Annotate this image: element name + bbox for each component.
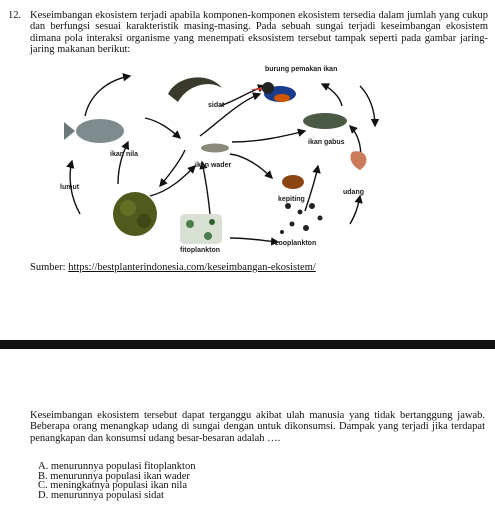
kingfisher-image <box>250 82 296 102</box>
source-link[interactable]: https://bestplanterindonesia.com/keseimbangan-ekosistem/ <box>68 262 316 273</box>
label-udang: udang <box>343 189 364 196</box>
arrow-fito-to-zoo <box>230 238 278 242</box>
arrow-zoo-to-udang <box>350 196 360 224</box>
passage-text: Keseimbangan ekosistem tersebut dapat terganggu akibat ulah manusia yang tidak bertanggung jawab. Beberapa orang menangkap udang di sungai dengan untuk dikonsumsi. Dampak yang terjadi jika terdapat penangkapan dan konsumsi udang besar-besaran adalah …. <box>30 410 485 444</box>
gabus-fish-image <box>303 113 347 129</box>
label-ikan-nila: ikan nila <box>110 151 139 158</box>
arrow-wader-to-nila <box>160 150 185 186</box>
label-burung: burung pemakan ikan <box>265 66 338 73</box>
question-text: Keseimbangan ekosistem terjadi apabila komponen-komponen ekosistem tersedia dalam jumlah yang cukup dan berfungsi sesuai karakteristik masing-masing. Pada sebuah sungai terjadi keseimbangan ekosistem dimana pola interaksi organisme yang menempati eksosistem tersebut tampak seperti pada gambar jaring-jaring makanan berikut: <box>30 10 488 56</box>
nila-fish-image <box>76 119 124 143</box>
source-line <box>30 262 316 273</box>
source-prefix: Sumber: <box>30 262 69 273</box>
page-divider <box>0 340 495 349</box>
option-a[interactable]: A. menurunnya populasi fitoplankton <box>38 461 196 472</box>
label-ikan-gabus: ikan gabus <box>308 139 345 146</box>
label-lumut: lumut <box>60 184 80 191</box>
option-b[interactable]: B. menurunnya populasi ikan wader <box>38 470 190 482</box>
arrow-wader-to-burung <box>200 94 260 136</box>
moss-image <box>113 192 157 236</box>
label-fitoplankton: fitoplankton <box>180 247 221 254</box>
label-kepiting: kepiting <box>278 196 305 203</box>
shrimp-image <box>350 151 366 170</box>
question-block <box>8 10 488 56</box>
zooplankton-image <box>280 203 323 234</box>
arrow-nila-to-sidat <box>85 76 130 116</box>
label-sidat: sidat <box>208 102 225 109</box>
phytoplankton-image <box>180 214 222 244</box>
passage-block <box>30 410 485 444</box>
arrow-nila-to-wader-link <box>145 118 180 138</box>
food-web-diagram <box>60 66 380 261</box>
arrow-fito-to-wader <box>202 162 210 214</box>
crab-image <box>282 175 304 189</box>
option-c[interactable]: C. meningkatnya populasi ikan nila <box>38 480 188 492</box>
arrow-burung-right <box>360 86 375 126</box>
wader-fish-image <box>201 144 229 153</box>
arrow-wader-to-kepiting <box>230 154 272 178</box>
question-number: 12. <box>8 10 22 21</box>
arrow-wader-to-gabus <box>232 131 305 142</box>
eel-image <box>168 77 222 102</box>
arrow-lumut-to-nila <box>118 142 128 184</box>
arrow-gabus-to-burung <box>322 84 342 106</box>
option-d[interactable]: D. menurunnya populasi sidat <box>38 489 164 501</box>
label-zooplankton: zooplankton <box>275 240 317 247</box>
answer-options <box>38 462 195 500</box>
label-ikan-wader: ikan wader <box>195 162 232 169</box>
